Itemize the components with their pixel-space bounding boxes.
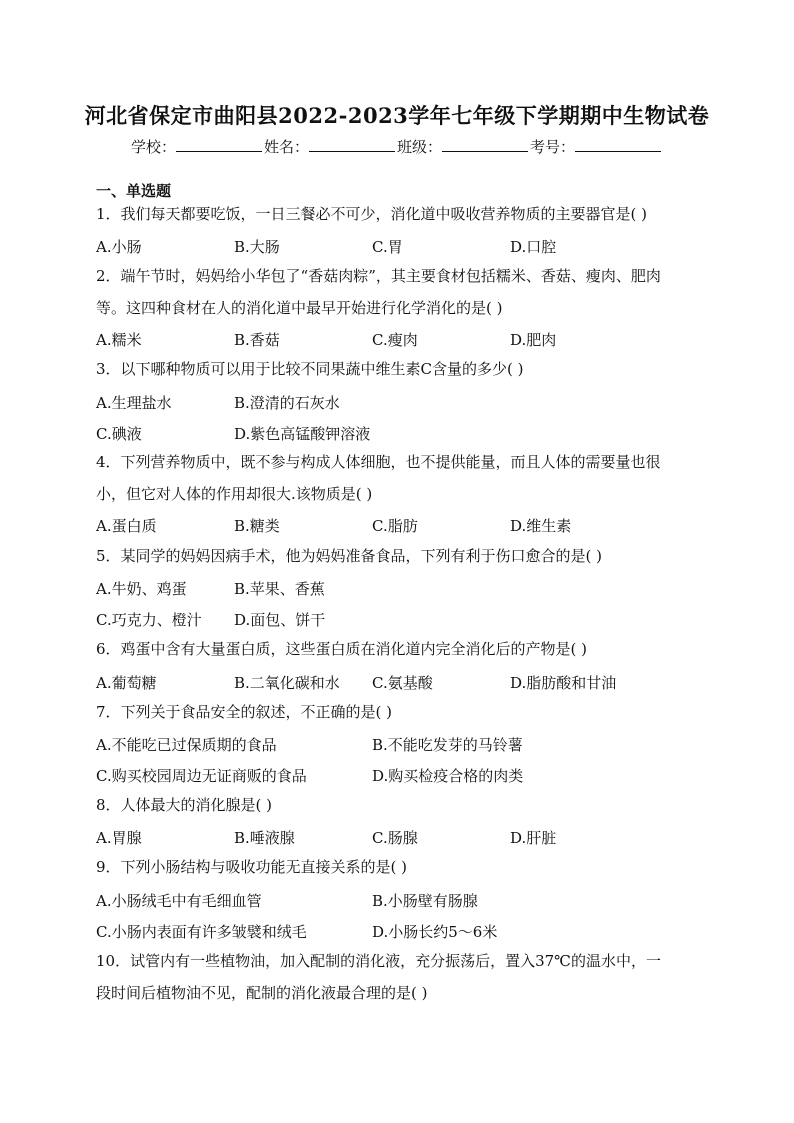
- question-3-options-row-1: [96, 392, 696, 422]
- question-5-options-row-1: [96, 578, 696, 608]
- question-text-line-2: 段时间后植物油不见，配制的消化液最合理的是( ): [96, 984, 428, 1002]
- section-heading: 一、单选题: [96, 182, 172, 200]
- question-9-options-row-1: [96, 890, 696, 920]
- question-7: [96, 696, 696, 728]
- question-text: 3．以下哪种物质可以用于比较不同果蔬中维生素C含量的多少( ): [96, 360, 524, 378]
- option-d[interactable]: D.购买检疫合格的肉类: [372, 767, 524, 785]
- option-b[interactable]: B.澄清的石灰水: [234, 394, 340, 412]
- option-a[interactable]: A.胃腺: [96, 829, 142, 847]
- option-a[interactable]: A.葡萄糖: [96, 674, 157, 692]
- option-a[interactable]: A.生理盐水: [96, 394, 172, 412]
- option-a[interactable]: A.小肠: [96, 238, 142, 256]
- page-title: 河北省保定市曲阳县2022-2023学年七年级下学期期中生物试卷: [84, 103, 710, 128]
- name-blank[interactable]: [309, 137, 395, 152]
- option-c[interactable]: C.巧克力、橙汁: [96, 611, 202, 629]
- question-6: [96, 633, 696, 665]
- question-text: 5．某同学的妈妈因病手术，他为妈妈准备食品，下列有利于伤口愈合的是( ): [96, 547, 603, 565]
- option-b[interactable]: B.唾液腺: [234, 829, 295, 847]
- class-blank[interactable]: [442, 137, 528, 152]
- option-d[interactable]: D.肥肉: [510, 331, 557, 349]
- student-info-line: [0, 136, 794, 157]
- option-b[interactable]: B.香菇: [234, 331, 280, 349]
- option-d[interactable]: D.肝脏: [510, 829, 557, 847]
- question-text: 6．鸡蛋中含有大量蛋白质，这些蛋白质在消化道内完全消化后的产物是( ): [96, 640, 588, 658]
- question-text: 7．下列关于食品安全的叙述，不正确的是( ): [96, 703, 393, 721]
- question-2: [96, 260, 696, 324]
- option-a[interactable]: A.小肠绒毛中有毛细血管: [96, 892, 262, 910]
- option-c[interactable]: C.肠腺: [372, 829, 418, 847]
- option-a[interactable]: A.不能吃已过保质期的食品: [96, 736, 277, 754]
- option-c[interactable]: C.胃: [372, 238, 403, 256]
- option-b[interactable]: B.小肠壁有肠腺: [372, 892, 478, 910]
- question-8: [96, 789, 696, 821]
- name-label: 姓名：: [263, 138, 309, 156]
- question-text: 8．人体最大的消化腺是( ): [96, 796, 273, 814]
- option-c[interactable]: C.瘦肉: [372, 331, 418, 349]
- option-d[interactable]: D.维生素: [510, 517, 572, 535]
- question-text-line-1: 2．端午节时，妈妈给小华包了“香菇肉粽”，其主要食材包括糯米、香菇、瘦肉、肥肉: [96, 267, 661, 285]
- option-b[interactable]: B.大肠: [234, 238, 280, 256]
- class-label: 班级：: [397, 138, 443, 156]
- question-text-line-1: 10．试管内有一些植物油，加入配制的消化液，充分振荡后，置入37℃的温水中，一: [96, 952, 661, 970]
- question-text-line-2: 小，但它对人体的作用却很大.该物质是( ): [96, 485, 373, 503]
- question-text: 9．下列小肠结构与吸收功能无直接关系的是( ): [96, 858, 408, 876]
- option-c[interactable]: C.碘液: [96, 425, 142, 443]
- option-c[interactable]: C.购买校园周边无证商贩的食品: [96, 767, 307, 785]
- option-b[interactable]: B.苹果、香蕉: [234, 580, 325, 598]
- school-label: 学校：: [130, 138, 176, 156]
- question-9: [96, 851, 696, 883]
- question-10: [96, 945, 696, 1009]
- option-d[interactable]: D.紫色高锰酸钾溶液: [234, 425, 371, 443]
- question-1: [96, 198, 696, 230]
- question-5: [96, 540, 696, 572]
- question-text: 1．我们每天都要吃饭，一日三餐必不可少，消化道中吸收营养物质的主要器官是( ): [96, 205, 648, 223]
- option-d[interactable]: D.脂肪酸和甘油: [510, 674, 617, 692]
- option-d[interactable]: D.面包、饼干: [234, 611, 326, 629]
- option-d[interactable]: D.口腔: [510, 238, 557, 256]
- option-a[interactable]: A.蛋白质: [96, 517, 157, 535]
- option-c[interactable]: C.脂肪: [372, 517, 418, 535]
- question-7-options-row-1: [96, 734, 696, 764]
- option-b[interactable]: B.糖类: [234, 517, 280, 535]
- question-text-line-2: 等。这四种食材在人的消化道中最早开始进行化学消化的是( ): [96, 299, 503, 317]
- option-b[interactable]: B.二氧化碳和水: [234, 674, 340, 692]
- option-a[interactable]: A.糯米: [96, 331, 142, 349]
- question-text-line-1: 4．下列营养物质中，既不参与构成人体细胞，也不提供能量，而且人体的需要量也很: [96, 453, 661, 471]
- option-c[interactable]: C.氨基酸: [372, 674, 433, 692]
- school-blank[interactable]: [176, 137, 262, 152]
- option-c[interactable]: C.小肠内表面有许多皱襞和绒毛: [96, 923, 307, 941]
- number-label: 考号：: [530, 138, 576, 156]
- option-d[interactable]: D.小肠长约5～6米: [372, 923, 498, 941]
- option-b[interactable]: B.不能吃发芽的马铃薯: [372, 736, 523, 754]
- question-4: [96, 446, 696, 510]
- question-3: [96, 353, 696, 385]
- option-a[interactable]: A.牛奶、鸡蛋: [96, 580, 187, 598]
- number-blank[interactable]: [575, 137, 661, 152]
